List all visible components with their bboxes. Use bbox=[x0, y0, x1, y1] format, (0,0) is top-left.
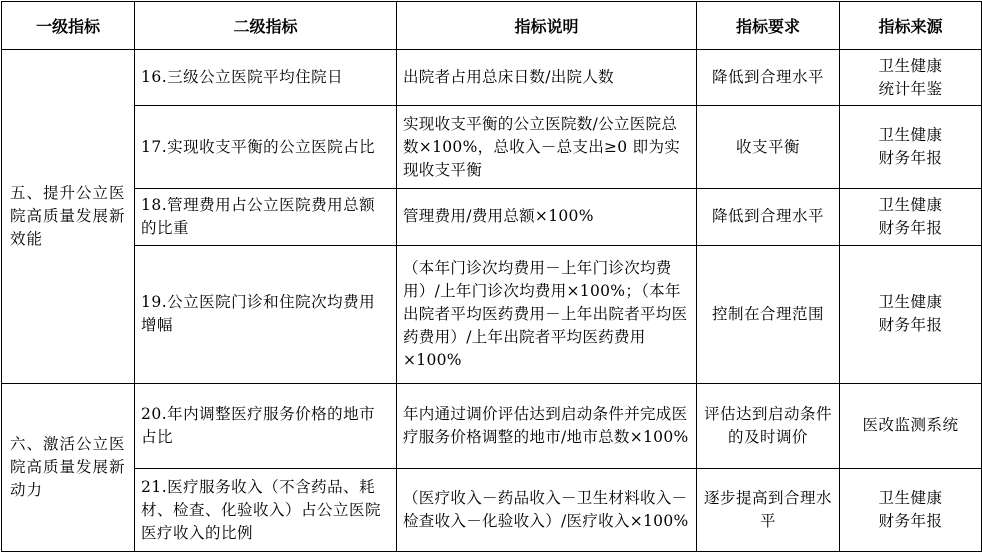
level2-cell: 16.三级公立医院平均住院日 bbox=[135, 50, 397, 106]
requirement-cell: 评估达到启动条件的及时调价 bbox=[697, 383, 840, 469]
header-description: 指标说明 bbox=[397, 2, 697, 50]
table-row bbox=[2, 50, 982, 106]
table-row bbox=[2, 383, 982, 469]
requirement-cell: 逐步提高到合理水平 bbox=[697, 469, 840, 552]
source-cell: 卫生健康 财务年报 bbox=[840, 245, 982, 383]
table-row bbox=[2, 245, 982, 383]
source-cell: 卫生健康 统计年鉴 bbox=[840, 50, 982, 106]
header-requirement: 指标要求 bbox=[697, 2, 840, 50]
requirement-cell: 控制在合理范围 bbox=[697, 245, 840, 383]
source-cell: 卫生健康 财务年报 bbox=[840, 189, 982, 245]
requirement-cell: 收支平衡 bbox=[697, 106, 840, 189]
level2-cell: 19.公立医院门诊和住院次均费用增幅 bbox=[135, 245, 397, 383]
description-cell: 管理费用/费用总额×100% bbox=[397, 189, 697, 245]
level1-cell: 五、提升公立医院高质量发展新效能 bbox=[2, 50, 135, 384]
requirement-cell: 降低到合理水平 bbox=[697, 50, 840, 106]
description-cell: 实现收支平衡的公立医院数/公立医院总数×100%，总收入－总支出≥0 即为实现收支平衡 bbox=[397, 106, 697, 189]
description-cell: （本年门诊次均费用－上年门诊次均费用）/上年门诊次均费用×100%；（本年出院者平均医药费用－上年出院者平均医药费用）/上年出院者平均医药费用×100% bbox=[397, 245, 697, 383]
level2-cell: 20.年内调整医疗服务价格的地市占比 bbox=[135, 383, 397, 469]
level2-cell: 17.实现收支平衡的公立医院占比 bbox=[135, 106, 397, 189]
level2-cell: 21.医疗服务收入（不含药品、耗材、检查、化验收入）占公立医院医疗收入的比例 bbox=[135, 469, 397, 552]
description-cell: 年内通过调价评估达到启动条件并完成医疗服务价格调整的地市/地市总数×100% bbox=[397, 383, 697, 469]
source-cell: 医改监测系统 bbox=[840, 383, 982, 469]
source-cell: 卫生健康 财务年报 bbox=[840, 106, 982, 189]
source-cell: 卫生健康 财务年报 bbox=[840, 469, 982, 552]
requirement-cell: 降低到合理水平 bbox=[697, 189, 840, 245]
indicator-table bbox=[1, 1, 982, 552]
table-row bbox=[2, 469, 982, 552]
header-level1: 一级指标 bbox=[2, 2, 135, 50]
header-source: 指标来源 bbox=[840, 2, 982, 50]
description-cell: （医疗收入－药品收入－卫生材料收入－检查收入－化验收入）/医疗收入×100% bbox=[397, 469, 697, 552]
header-level2: 二级指标 bbox=[135, 2, 397, 50]
description-cell: 出院者占用总床日数/出院人数 bbox=[397, 50, 697, 106]
header-row bbox=[2, 2, 982, 50]
table-row bbox=[2, 189, 982, 245]
table-row bbox=[2, 106, 982, 189]
level2-cell: 18.管理费用占公立医院费用总额的比重 bbox=[135, 189, 397, 245]
level1-cell: 六、激活公立医院高质量发展新动力 bbox=[2, 383, 135, 551]
